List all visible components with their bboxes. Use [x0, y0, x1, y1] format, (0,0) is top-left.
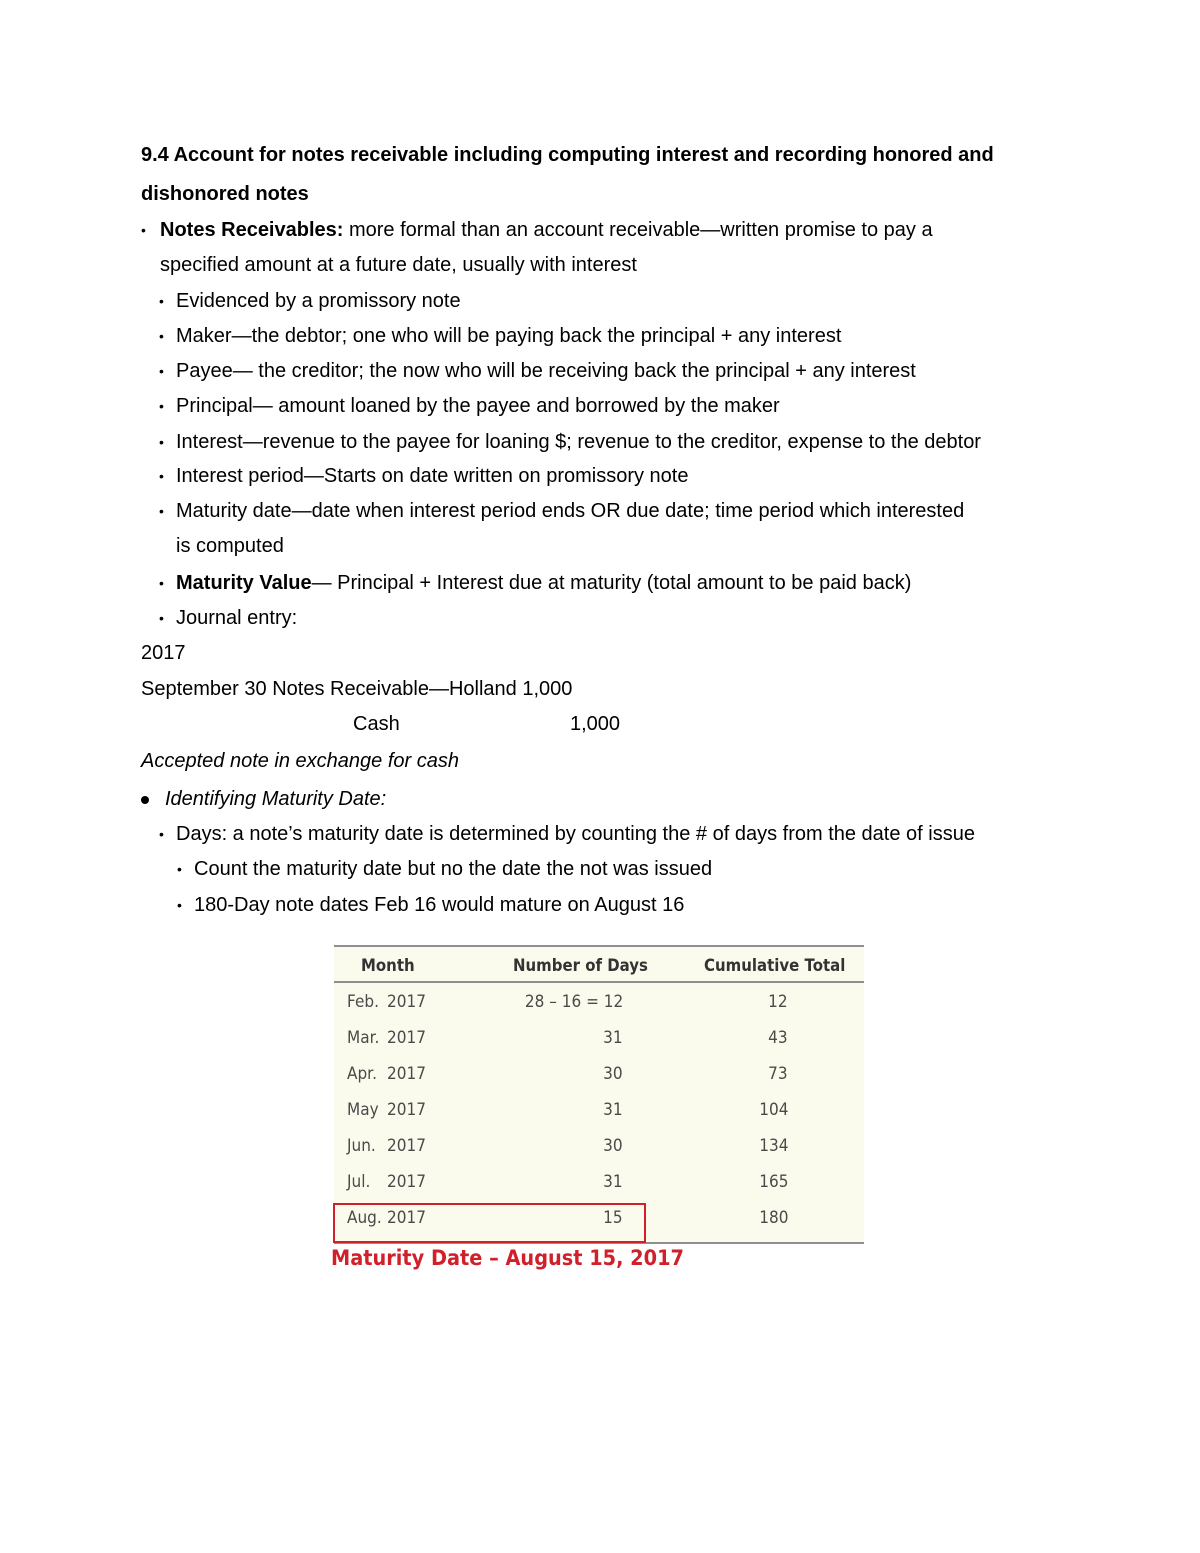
table-cell-days: 31 — [603, 1100, 623, 1120]
notes-receivable-line2: specified amount at a future date, usually with interest — [160, 254, 637, 276]
table-cell-month: Feb. — [347, 992, 379, 1012]
bullet-glyph: • — [141, 222, 146, 238]
table-cell-month: Jun. — [347, 1136, 376, 1156]
bullet-glyph: • — [159, 610, 164, 626]
sub-item-maturity-date-cont: is computed — [176, 535, 284, 557]
notes-receivable-line1 — [160, 218, 933, 242]
table-cell-days: 30 — [603, 1136, 623, 1156]
sub-item-maker: Maker—the debtor; one who will be paying back the principal + any interest — [176, 325, 842, 347]
table-cell-month: Aug. — [347, 1208, 382, 1228]
table-cell-year: 2017 — [387, 1100, 426, 1120]
table-cell-days: 31 — [603, 1172, 623, 1192]
journal-explanation: Accepted note in exchange for cash — [141, 750, 459, 772]
sub-item-interest-period: Interest period—Starts on date written on promissory note — [176, 465, 689, 487]
table-cell-month: May — [347, 1100, 379, 1120]
table-cell-total: 104 — [758, 1100, 788, 1120]
bullet-glyph: • — [159, 826, 164, 842]
journal-entry-debit: September 30 Notes Receivable—Holland 1,000 — [141, 678, 573, 700]
table-cell-total: 180 — [758, 1208, 788, 1228]
journal-credit-account: Cash — [353, 713, 400, 735]
notes-receivable-term: Notes Receivables: — [160, 219, 344, 241]
table-header-month: Month — [361, 956, 415, 976]
sub-item-evidenced: Evidenced by a promissory note — [176, 290, 461, 312]
round-bullet — [141, 796, 149, 804]
days-rule: Days: a note’s maturity date is determined by counting the # of days from the date of issue — [176, 823, 975, 845]
table-header-rule — [334, 981, 864, 983]
bullet-glyph: • — [159, 293, 164, 309]
sub-item-payee: Payee— the creditor; the now who will be receiving back the principal + any interest — [176, 360, 916, 382]
table-cell-year: 2017 — [387, 1172, 426, 1192]
table-header-days: Number of Days — [513, 956, 648, 976]
table-cell-month: Jul. — [347, 1172, 371, 1192]
journal-credit-amount: 1,000 — [570, 713, 621, 735]
bullet-glyph: • — [159, 328, 164, 344]
bullet-glyph: • — [159, 363, 164, 379]
table-cell-total: 12 — [768, 992, 788, 1012]
table-header-cumulative: Cumulative Total — [704, 956, 846, 976]
table-cell-total: 73 — [768, 1064, 788, 1084]
table-cell-days: 15 — [603, 1208, 623, 1228]
table-cell-total: 134 — [758, 1136, 788, 1156]
bullet-glyph: • — [159, 434, 164, 450]
sub-item-interest: Interest—revenue to the payee for loaning $; revenue to the creditor, expense to the debtor — [176, 431, 981, 453]
table-cell-days: 31 — [603, 1028, 623, 1048]
bullet-glyph: • — [177, 861, 182, 877]
journal-year: 2017 — [141, 642, 186, 664]
table-cell-days: 28 – 16 = 12 — [524, 992, 623, 1012]
identifying-title: Identifying Maturity Date: — [165, 788, 387, 810]
highlight-box — [333, 1203, 646, 1243]
section-heading: 9.4 Account for notes receivable including computing interest and recording honored and dishonored notes — [141, 144, 994, 205]
maturity-date-caption: Maturity Date – August 15, 2017 — [331, 1246, 684, 1270]
table-cell-days: 30 — [603, 1064, 623, 1084]
bullet-glyph: • — [177, 897, 182, 913]
table-cell-month: Mar. — [347, 1028, 380, 1048]
bullet-glyph: • — [159, 398, 164, 414]
maturity-value-term: Maturity Value — [176, 572, 312, 594]
table-cell-total: 43 — [768, 1028, 788, 1048]
bullet-glyph: • — [159, 575, 164, 591]
sub-item-principal: Principal— amount loaned by the payee and borrowed by the maker — [176, 395, 780, 417]
table-cell-total: 165 — [758, 1172, 788, 1192]
sub-item-maturity-value — [176, 571, 911, 595]
table-cell-year: 2017 — [387, 1028, 426, 1048]
sub-item-maturity-date: Maturity date—date when interest period ends OR due date; time period which interested — [176, 500, 965, 522]
maturity-value-definition: — Principal + Interest due at maturity (total amount to be paid back) — [311, 572, 912, 594]
table-top-rule — [334, 945, 864, 947]
sub-item-journal-entry: Journal entry: — [176, 607, 298, 629]
days-sub-rule-example: 180-Day note dates Feb 16 would mature on August 16 — [194, 894, 685, 916]
days-sub-rule-count: Count the maturity date but no the date the not was issued — [194, 858, 713, 880]
table-cell-year: 2017 — [387, 1064, 426, 1084]
table-cell-month: Apr. — [347, 1064, 377, 1084]
table-cell-year: 2017 — [387, 1136, 426, 1156]
table-cell-year: 2017 — [387, 992, 426, 1012]
bullet-glyph: • — [159, 503, 164, 519]
bullet-glyph: • — [159, 468, 164, 484]
table-cell-year: 2017 — [387, 1208, 426, 1228]
notes-receivable-definition: more formal than an account receivable—written promise to pay a — [343, 219, 933, 241]
